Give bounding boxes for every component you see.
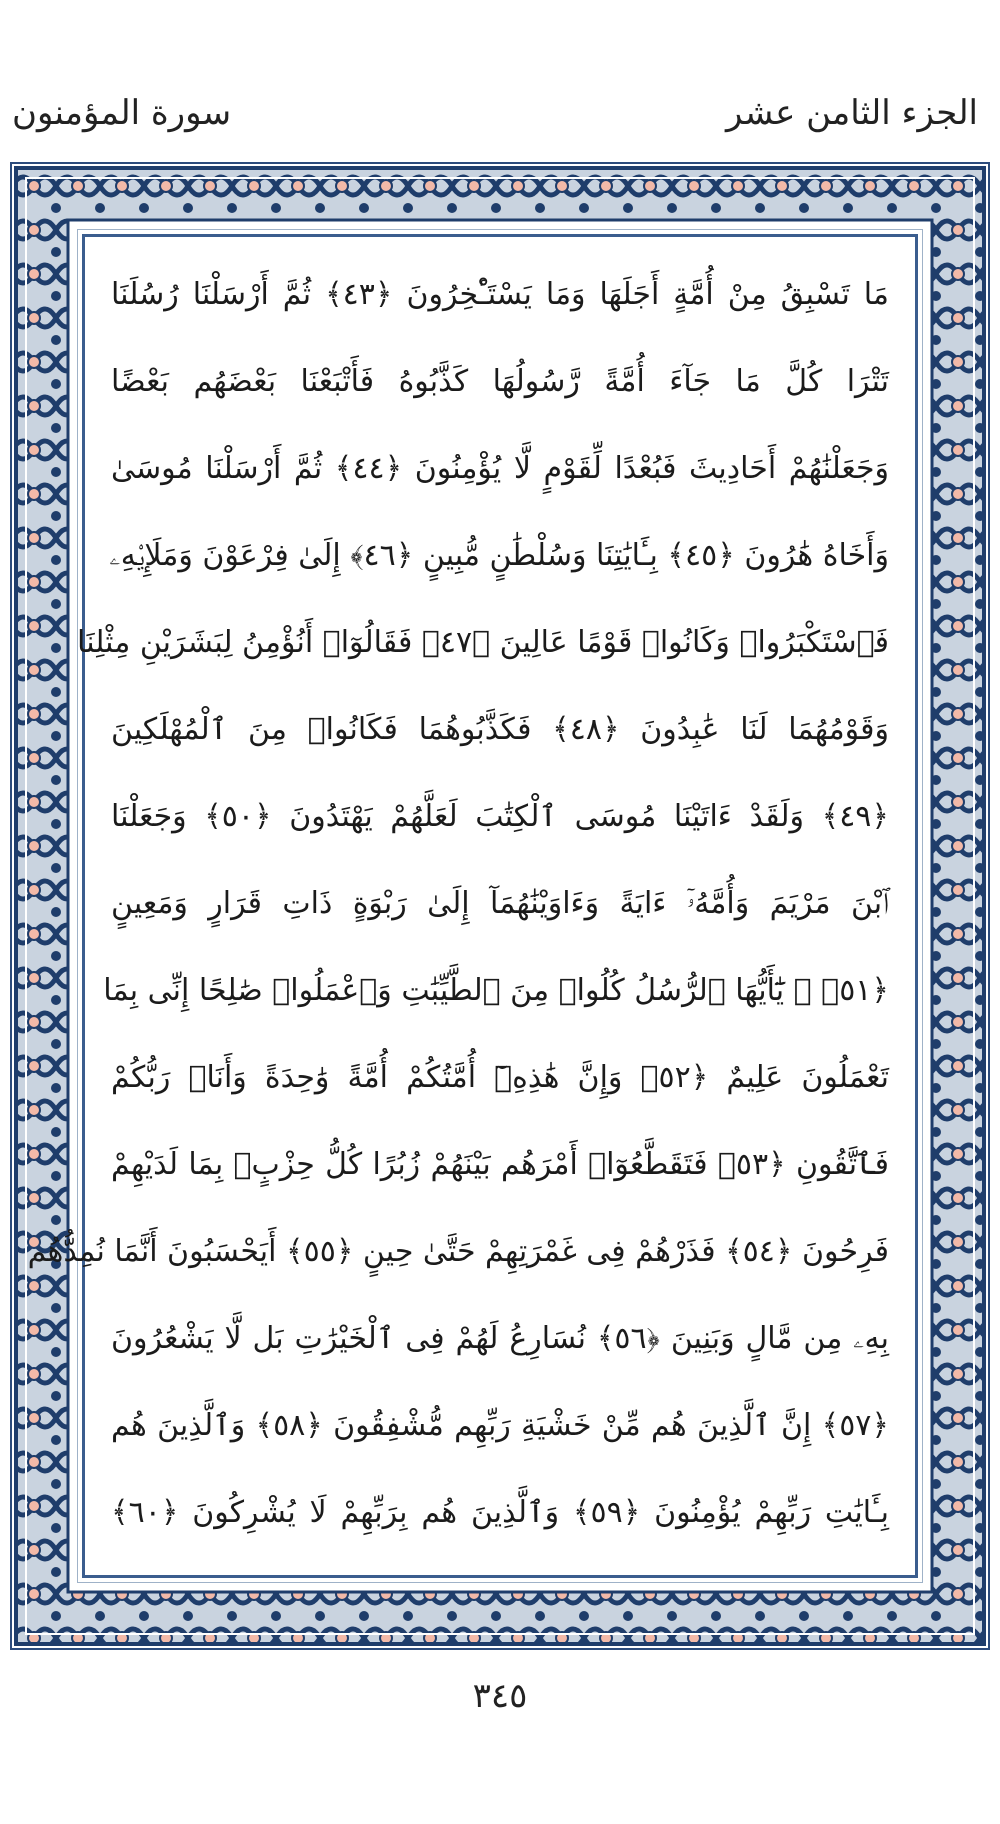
verse-line: مَا تَسْبِقُ مِنْ أُمَّةٍ أَجَلَهَا وَمَا يَسْتَـْٔخِرُونَ ﴿٤٣﴾ ثُمَّ أَرْسَلْنَا رُسُلَنَا [111,277,889,312]
verse-line: فَٱسْتَكْبَرُوا۟ وَكَانُوا۟ قَوْمًا عَالِينَ ﴿٤٧﴾ فَقَالُوٓا۟ أَنُؤْمِنُ لِبَشَرَيْنِ مِثْلِنَا [77,625,889,660]
verse-line: فَرِحُونَ ﴿٥٤﴾ فَذَرْهُمْ فِى غَمْرَتِهِمْ حَتَّىٰ حِينٍ ﴿٥٥﴾ أَيَحْسَبُونَ أَنَّمَا نُمِدُّهُم [27,1234,889,1269]
verse-line: وَأَخَاهُ هَٰرُونَ ﴿٤٥﴾ بِـَٔايَٰتِنَا وَسُلْطَٰنٍ مُّبِينٍ ﴿٤٦﴾ إِلَىٰ فِرْعَوْنَ وَمَلَإِي۟هِۦ [109,538,889,573]
verse-line: ﴿٥٧﴾ إِنَّ ٱلَّذِينَ هُم مِّنْ خَشْيَةِ رَبِّهِم مُّشْفِقُونَ ﴿٥٨﴾ وَٱلَّذِينَ هُم [111,1408,889,1443]
surah-title: سورة المؤمنون [12,93,232,133]
verse-line: ﴿٥١﴾ ۞ يَٰٓأَيُّهَا ٱلرُّسُلُ كُلُوا۟ مِنَ ٱلطَّيِّبَٰتِ وَٱعْمَلُوا۟ صَٰلِحًا إِنِّى بِمَا [103,973,889,1008]
verse-panel [27,234,918,1578]
verse-line: ٱبْنَ مَرْيَمَ وَأُمَّهُۥٓ ءَايَةً وَءَاوَيْنَٰهُمَآ إِلَىٰ رَبْوَةٍ ذَاتِ قَرَارٍ وَمَعِينٍ [111,886,889,921]
page-frame [10,162,990,1650]
verse-line: بِهِۦ مِن مَّالٍ وَبَنِينَ ﴿٥٦﴾ نُسَارِعُ لَهُمْ فِى ٱلْخَيْرَٰتِ بَل لَّا يَشْعُرُونَ [111,1321,889,1356]
verse-line: بِـَٔايَٰتِ رَبِّهِمْ يُؤْمِنُونَ ﴿٥٩﴾ وَٱلَّذِينَ هُم بِرَبِّهِمْ لَا يُشْرِكُونَ ﴿٦٠﴾ [111,1495,889,1530]
juz-title: الجزء الثامن عشر [725,93,978,133]
page-number: ٣٤٥ [472,1676,528,1716]
verse-line: فَٱتَّقُونِ ﴿٥٣﴾ فَتَقَطَّعُوٓا۟ أَمْرَهُم بَيْنَهُمْ زُبُرًا كُلُّ حِزْبٍۭ بِمَا لَدَيْهِمْ [111,1147,889,1182]
verse-line: ﴿٤٩﴾ وَلَقَدْ ءَاتَيْنَا مُوسَى ٱلْكِتَٰبَ لَعَلَّهُمْ يَهْتَدُونَ ﴿٥٠﴾ وَجَعَلْنَا [111,799,889,834]
verse-line: تَتْرَا كُلَّ مَا جَآءَ أُمَّةً رَّسُولُهَا كَذَّبُوهُ فَأَتْبَعْنَا بَعْضَهُم بَعْضًا [111,364,889,399]
verse-line: تَعْمَلُونَ عَلِيمٌ ﴿٥٢﴾ وَإِنَّ هَٰذِهِۦٓ أُمَّتُكُمْ أُمَّةً وَٰحِدَةً وَأَنَا۠ رَبُّكُمْ [111,1060,889,1095]
verse-line: وَقَوْمُهُمَا لَنَا عَٰبِدُونَ ﴿٤٨﴾ فَكَذَّبُوهُمَا فَكَانُوا۟ مِنَ ٱلْمُهْلَكِينَ [111,712,889,747]
verse-line: وَجَعَلْنَٰهُمْ أَحَادِيثَ فَبُعْدًا لِّقَوْمٍ لَّا يُؤْمِنُونَ ﴿٤٤﴾ ثُمَّ أَرْسَلْنَا مُوسَىٰ [111,451,890,486]
